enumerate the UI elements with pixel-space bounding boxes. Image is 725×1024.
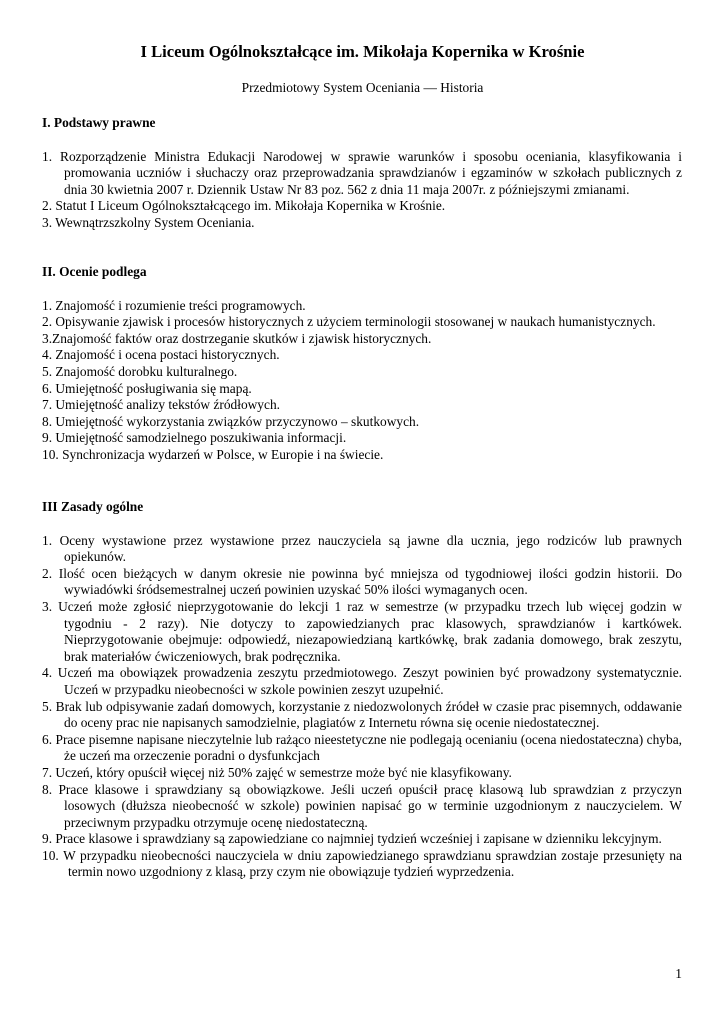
page-number: 1 xyxy=(675,966,682,981)
section-assessment-scope xyxy=(42,264,682,464)
page-subtitle: Przedmiotowy System Oceniania — Historia xyxy=(241,80,484,95)
list-item: 1. Rozporządzenie Ministra Edukacji Narodowej w sprawie warunków i sposobu oceniania, klasyfikowania i promowania uczniów i słuchaczy oraz przeprowadzania sprawdzianów i egzaminów w szkołach publicznych z dnia 30 kwietnia 2007 r. Dziennik Ustaw Nr 83 poz. 562 z dnia 11 maja 2007r. z późniejszymi zmianami. xyxy=(42,148,682,197)
list-item: 5. Brak lub odpisywanie zadań domowych, korzystanie z niedozwolonych źródeł w czasie prac pisemnych, oddawanie do oceny prac nie napisanych samodzielnie, plagiatów z Internetu równa się ocenie niedostatecznej. xyxy=(42,698,682,731)
list-item: 3.Znajomość faktów oraz dostrzeganie skutków i zjawisk historycznych. xyxy=(42,330,432,346)
list-item: 1. Znajomość i rozumienie treści programowych. xyxy=(42,297,306,313)
list-item: 5. Znajomość dorobku kulturalnego. xyxy=(42,363,238,379)
list-item: 3. Wewnątrzszkolny System Oceniania. xyxy=(42,214,255,230)
legal-basis-list xyxy=(42,149,682,232)
list-item: 6. Prace pisemne napisane nieczytelnie lub rażąco nieestetyczne nie podlegają ocenianiu (ocena niedostateczna) chyba, że uczeń ma orzeczenie poradni o dysfunkcjach xyxy=(42,731,682,764)
section-heading: III Zasady ogólne xyxy=(42,499,144,514)
section-general-rules xyxy=(42,499,682,881)
list-item: 7. Uczeń, który opuścił więcej niż 50% zajęć w semestrze może być nie klasyfikowany. xyxy=(42,764,512,780)
page-title: I Liceum Ogólnokształcące im. Mikołaja Kopernika w Krośnie xyxy=(140,42,585,61)
list-item: 1. Oceny wystawione przez wystawione przez nauczyciela są jawne dla ucznia, jego rodziców lub prawnych opiekunów. xyxy=(42,532,682,565)
list-item: 2. Ilość ocen bieżących w danym okresie nie powinna być mniejsza od tygodniowej ilości godzin historii. Do wywiadówki śródsemestralnej uczeń powinien uzyskać 50% ilości wymaganych ocen. xyxy=(42,565,682,598)
assessment-scope-list xyxy=(42,298,682,464)
list-item: 2. Statut I Liceum Ogólnokształcącego im. Mikołaja Kopernika w Krośnie. xyxy=(42,198,446,214)
section-heading: I. Podstawy prawne xyxy=(42,115,156,130)
list-item: 3. Uczeń może zgłosić nieprzygotowanie do lekcji 1 raz w semestrze (w przypadku trzech lub więcej godzin w tygodniu - 2 razy). Nie dotyczy to zapowiedzianych prac klasowych, sprawdzianów i kartkówek. Nieprzygotowanie obejmuje: odpowiedź, niezapowiedzianą kartkówkę, brak zadania domowego, brak zeszytu, brak materiałów ćwiczeniowych, brak podręcznika. xyxy=(42,598,682,664)
list-item: 10. Synchronizacja wydarzeń w Polsce, w Europie i na świecie. xyxy=(42,446,384,462)
list-item: 9. Prace klasowe i sprawdziany są zapowiedziane co najmniej tydzień wcześniej i zapisane w dzienniku lekcyjnym. xyxy=(42,831,662,847)
list-item: 8. Prace klasowe i sprawdziany są obowiązkowe. Jeśli uczeń opuścił pracę klasową lub sprawdzian z przyczyn losowych (dłuższa nieobecność w szkole) powinien napisać go w terminie uzgodnionym z nauczycielem. W przeciwnym przypadku otrzymuje ocenę niedostateczną. xyxy=(42,781,682,830)
list-item: 8. Umiejętność wykorzystania związków przyczynowo – skutkowych. xyxy=(42,413,420,429)
list-item: 7. Umiejętność analizy tekstów źródłowych. xyxy=(42,397,280,413)
section-legal-basis xyxy=(42,115,682,232)
list-item: 4. Znajomość i ocena postaci historycznych. xyxy=(42,347,280,363)
list-item: 10. W przypadku nieobecności nauczyciela w dniu zapowiedzianego sprawdzianu sprawdzian zostaje przesunięty na termin nowo uzgodniony z klasą, przy czym nie obowiązuje tydzień wyprzedzenia. xyxy=(42,847,682,880)
list-item: 6. Umiejętność posługiwania się mapą. xyxy=(42,380,252,396)
list-item: 9. Umiejętność samodzielnego poszukiwania informacji. xyxy=(42,430,347,446)
list-item: 4. Uczeń ma obowiązek prowadzenia zeszytu przedmiotowego. Zeszyt powinien być prowadzony systematycznie. Uczeń w przypadku nieobecności w szkole powinien zeszyt uzupełnić. xyxy=(42,665,682,697)
section-heading: II. Ocenie podlega xyxy=(42,264,147,279)
list-item: 2. Opisywanie zjawisk i procesów historycznych z użyciem terminologii stosowanej w naukach humanistycznych. xyxy=(42,314,656,330)
general-rules-list xyxy=(42,533,682,881)
